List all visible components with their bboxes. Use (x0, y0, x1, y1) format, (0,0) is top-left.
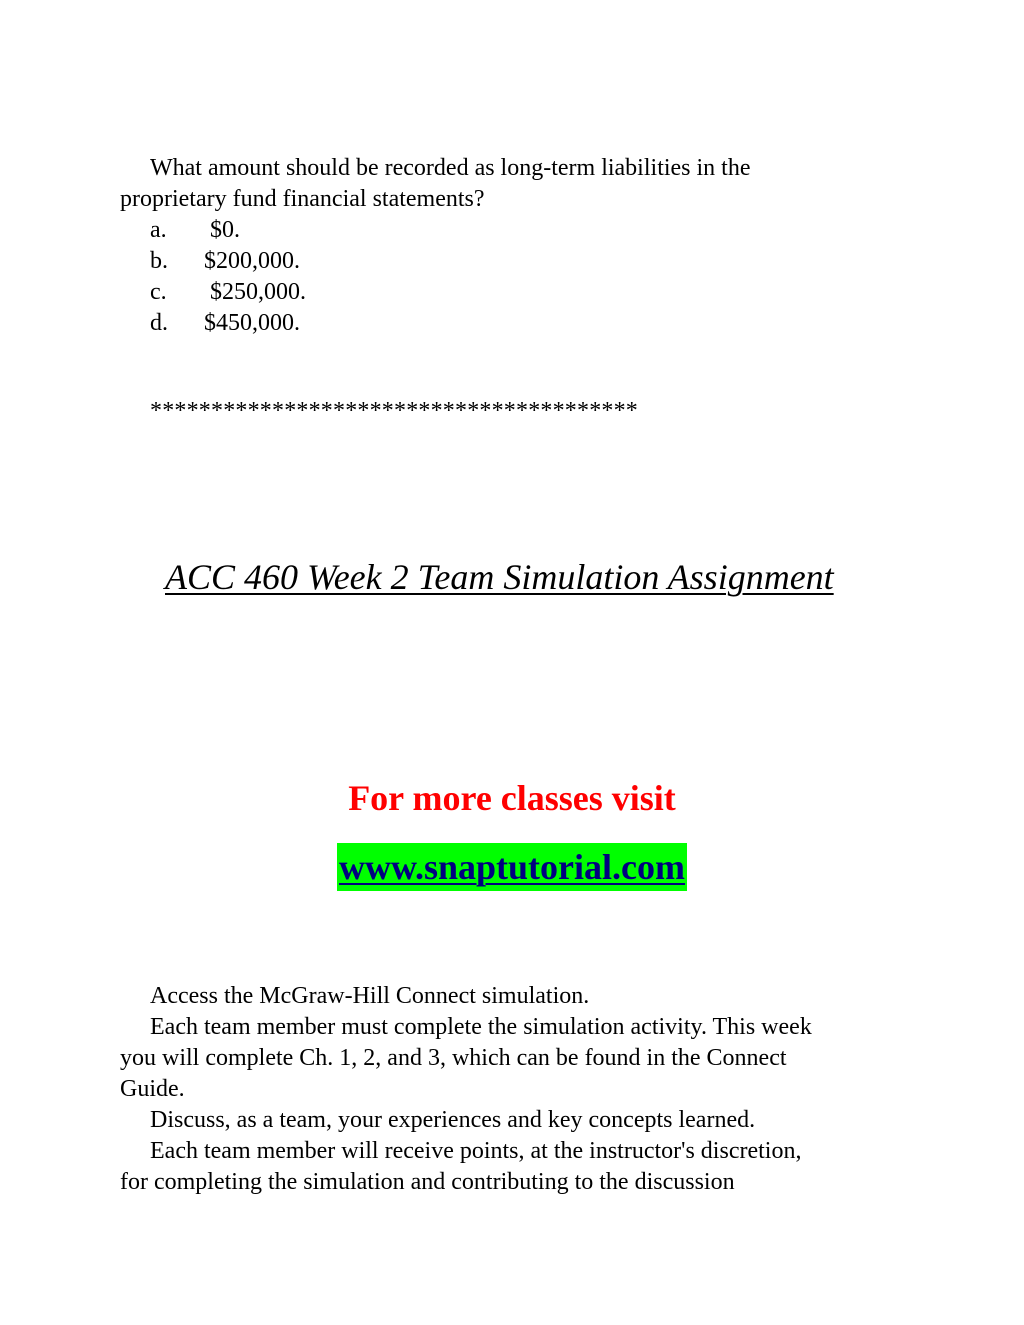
body-paragraph-4-line-1: Each team member will receive points, at the instructor's discretion, (150, 1138, 802, 1164)
assignment-heading: ACC 460 Week 2 Team Simulation Assignment (165, 557, 834, 597)
separator-stars: **************************************** (150, 398, 638, 424)
promo-link-row (0, 843, 1024, 891)
option-b-letter: b. (150, 248, 168, 274)
body-paragraph-2-line-1: Each team member must complete the simulation activity. This week (150, 1014, 812, 1040)
snaptutorial-link[interactable]: www.snaptutorial.com (337, 843, 687, 891)
body-paragraph-2-line-3: Guide. (120, 1076, 185, 1102)
option-c-value: $250,000. (210, 279, 306, 305)
option-c-letter: c. (150, 279, 167, 305)
option-b-value: $200,000. (204, 248, 300, 274)
option-a-letter: a. (150, 217, 167, 243)
body-paragraph-1: Access the McGraw-Hill Connect simulation. (150, 983, 590, 1009)
option-d-letter: d. (150, 310, 168, 336)
body-paragraph-2-line-2: you will complete Ch. 1, 2, and 3, which can be found in the Connect (120, 1045, 787, 1071)
promo-title: For more classes visit (348, 778, 676, 818)
option-d-value: $450,000. (204, 310, 300, 336)
option-a-value: $0. (210, 217, 240, 243)
question-text-line-2: proprietary fund financial statements? (120, 186, 485, 212)
question-text-line-1: What amount should be recorded as long-term liabilities in the (150, 155, 751, 181)
body-paragraph-4-line-2: for completing the simulation and contributing to the discussion (120, 1169, 735, 1195)
body-paragraph-3: Discuss, as a team, your experiences and key concepts learned. (150, 1107, 756, 1133)
